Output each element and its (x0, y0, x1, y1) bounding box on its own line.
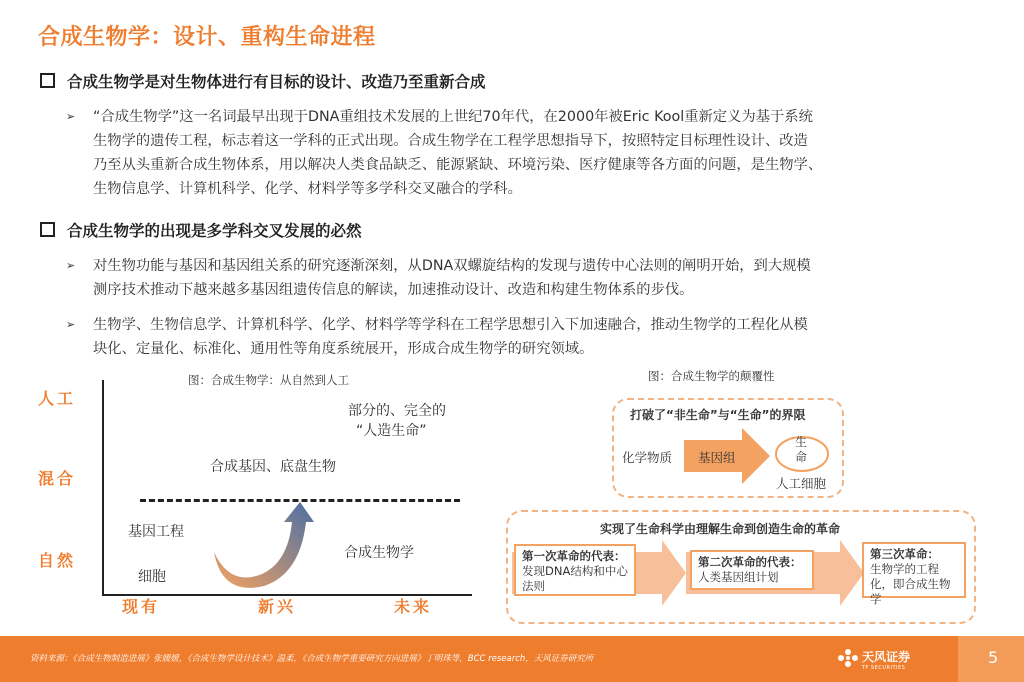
curved-arrow-icon (200, 492, 330, 592)
page-title: 合成生物学：设计、重构生命进程 (38, 25, 376, 50)
bullet-line: 块化、定量化、标准化、通用性等角度系统展开，形成合成生物学的研究领域。 (93, 341, 594, 357)
company-logo-icon (836, 646, 860, 670)
section-heading-text: 合成生物学是对生物体进行有目标的设计、改造乃至重新合成 (67, 73, 486, 91)
genome-label: 基因组 (698, 450, 736, 465)
x-label-future: 未来 (394, 597, 433, 616)
bullet-2 (66, 254, 811, 302)
stage-3-box (862, 542, 966, 606)
stage-2-text: 人类基因组计划 (698, 570, 779, 584)
y-axis (102, 380, 104, 595)
section-heading-1 (40, 70, 486, 92)
footer (0, 636, 1024, 682)
stage-1-title: 第一次革命的代表： (522, 549, 626, 563)
life-label: 生命 (795, 435, 808, 464)
section-heading-2 (40, 219, 362, 241)
checkbox-square-icon (40, 73, 55, 88)
artificial-cell-label: 人工细胞 (776, 476, 827, 491)
stage-3-text: 生物学的工程化，即合成生物学 (870, 562, 951, 606)
bullet-1 (66, 105, 822, 201)
figure-left-caption: 图：合成生物学：从自然到人工 (188, 373, 349, 387)
bullet-line: 生物学、生物信息学、计算机科学、化学、材料学等学科在工程学思想引入下加速融合，推动生物学的工程化从模 (93, 317, 808, 333)
bullet-line: 对生物功能与基因和基因组关系的研究逐渐深刻，从DNA双螺旋结构的发现与遗传中心法则的阐明开始，到大规模 (93, 258, 811, 274)
stage-2-title: 第二次革命的代表： (698, 555, 802, 569)
label-synthetic-genome: 合成基因、底盘生物 (210, 459, 336, 475)
x-label-current: 现有 (122, 597, 161, 616)
page-number: 5 (988, 648, 999, 667)
y-label-hybrid: 混合 (38, 469, 77, 488)
checkbox-square-icon (40, 222, 55, 237)
label-genetic-engineering: 基因工程 (128, 524, 184, 540)
boundary-title: 打破了“非生命”与“生命”的界限 (630, 408, 806, 422)
stage-1-box (514, 544, 636, 596)
chemicals-label: 化学物质 (622, 450, 673, 465)
y-label-artificial: 人工 (38, 389, 77, 408)
label-artificial-life: “人造生命” (356, 423, 427, 439)
bullet-line: “合成生物学”这一名词最早出现于DNA重组技术发展的上世纪70年代，在2000年被Eric Kool重新定义为基于系统 (93, 109, 813, 125)
bullet-line: 乃至从头重新合成生物体系，用以解决人类食品缺乏、能源紧缺、环境污染、医疗健康等各方面的问题，是生物学、 (93, 157, 823, 173)
section-heading-text: 合成生物学的出现是多学科交叉发展的必然 (67, 222, 362, 240)
label-partial-full: 部分的、完全的 (348, 403, 446, 419)
y-label-natural: 自然 (38, 551, 77, 570)
bullet-line: 测序技术推动下越来越多基因组遗传信息的解读，加速推动设计、改造和构建生物体系的步伐。 (93, 282, 694, 298)
company-sub: TF SECURITIES (862, 665, 906, 671)
stage-1-text: 发现DNA结构和中心法则 (522, 564, 628, 593)
label-synbio: 合成生物学 (344, 545, 414, 561)
source-note: 资料来源：《合成生物制造进展》张媛媛，《合成生物学设计技术》温柔，《合成生物学重要研究方向进展》丁明珠等，BCC research，天风证券研究所 (30, 654, 594, 664)
company-name: 天风证券 (862, 650, 911, 664)
arrow-bullet-icon: ➢ (66, 318, 76, 331)
stage-2-box (690, 550, 814, 590)
revolution-title: 实现了生命科学由理解生命到创造生命的革命 (600, 522, 841, 536)
bullet-line: 生物学的遗传工程，标志着这一学科的正式出现。合成生物学在工程学思想指导下，按照特定目标理性设计、改造 (93, 133, 808, 149)
company-logo (862, 648, 910, 671)
bullet-3 (66, 313, 808, 361)
x-label-emerging: 新兴 (258, 597, 297, 616)
arrow-bullet-icon: ➢ (66, 259, 76, 272)
bullet-line: 生物信息学、计算机科学、化学、材料学等多学科交叉融合的学科。 (93, 181, 522, 197)
stage-3-title: 第三次革命： (870, 547, 939, 561)
arrow-bullet-icon: ➢ (66, 110, 76, 123)
figure-right-caption: 图：合成生物学的颠覆性 (648, 369, 775, 383)
label-cell: 细胞 (138, 569, 166, 585)
